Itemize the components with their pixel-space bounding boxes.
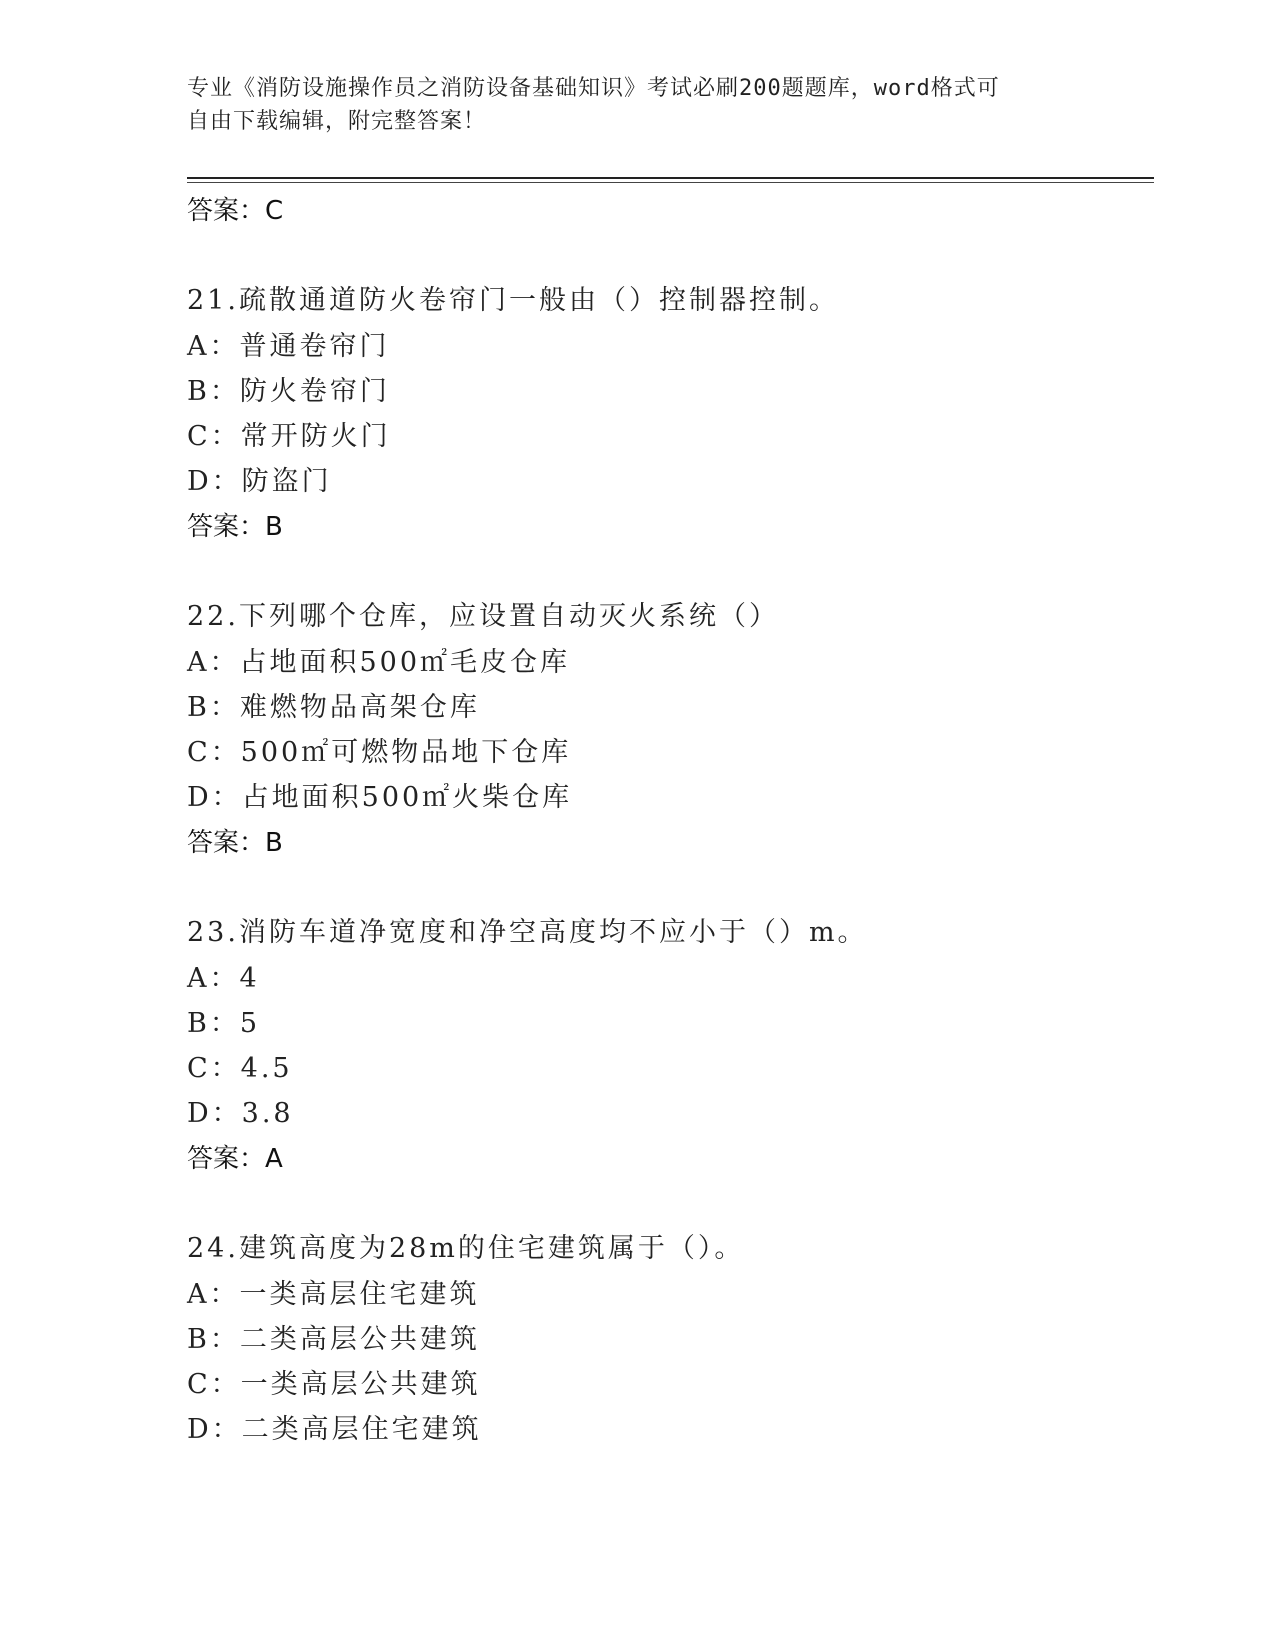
option-c: C：4.5: [187, 1053, 293, 1084]
header-divider-thin: [187, 182, 1154, 183]
question-block-23: [187, 910, 1147, 1182]
spacer: [187, 866, 1147, 910]
question-block-21: [187, 278, 1147, 550]
header-divider-thick: [187, 177, 1154, 179]
question-block-24: [187, 1226, 1147, 1452]
header-title-line-2: 自由下载编辑，附完整答案！: [187, 109, 487, 134]
option-b: B：二类高层公共建筑: [187, 1324, 480, 1355]
spacer: [187, 550, 1147, 594]
option-c: C：500㎡可燃物品地下仓库: [187, 737, 572, 768]
option-d: D：二类高层住宅建筑: [187, 1414, 482, 1445]
option-b: B：防火卷帘门: [187, 376, 390, 407]
option-b: B：难燃物品高架仓库: [187, 692, 480, 723]
spacer: [187, 234, 1147, 278]
answer-label: 答案：B: [187, 828, 283, 858]
option-c: C：常开防火门: [187, 421, 391, 452]
question-text: 24.建筑高度为28m的住宅建筑属于（）。: [187, 1233, 745, 1264]
question-list: [187, 188, 1147, 1452]
previous-question-answer: 答案：C: [187, 196, 284, 226]
option-a: A：占地面积500㎡毛皮仓库: [187, 647, 571, 678]
option-a: A：普通卷帘门: [187, 331, 390, 362]
question-text: 22.下列哪个仓库，应设置自动灭火系统（）: [187, 601, 779, 632]
question-block-22: [187, 594, 1147, 866]
option-d: D：占地面积500㎡火柴仓库: [187, 782, 573, 813]
header-title-line-1: 专业《消防设施操作员之消防设备基础知识》考试必刷200题题库，word格式可: [187, 76, 1000, 101]
page-header: [187, 72, 1067, 138]
question-text: 23.消防车道净宽度和净空高度均不应小于（）m。: [187, 917, 868, 948]
option-b: B：5: [187, 1008, 261, 1039]
option-d: D：防盗门: [187, 466, 332, 497]
answer-label: 答案：B: [187, 512, 283, 542]
answer-label: 答案：A: [187, 1144, 283, 1174]
spacer: [187, 1182, 1147, 1226]
option-a: A：4: [187, 963, 260, 994]
option-c: C：一类高层公共建筑: [187, 1369, 481, 1400]
question-text: 21.疏散通道防火卷帘门一般由（）控制器控制。: [187, 285, 839, 316]
option-a: A：一类高层住宅建筑: [187, 1279, 480, 1310]
option-d: D：3.8: [187, 1098, 294, 1129]
